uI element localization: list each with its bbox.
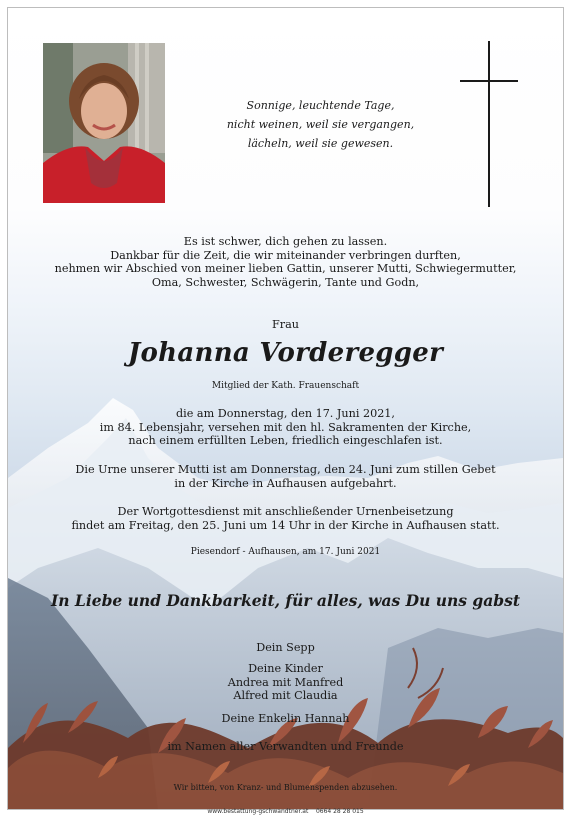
urn-notice-line: Die Urne unserer Mutti ist am Donnerstag, den 24. Juni zum stillen Gebet: [75, 463, 496, 476]
footer-website: www.bestattung-gschwandtner.at: [207, 808, 309, 815]
grandchild: Deine Enkelin Hannah: [221, 712, 350, 725]
child-entry: Andrea mit Manfred: [227, 675, 344, 689]
relatives: im Namen aller Verwandten und Freunde: [167, 740, 404, 753]
intro-line: Es ist schwer, dich gehen zu lassen.: [183, 235, 388, 248]
service-notice: [28, 505, 543, 532]
death-notice-line: im 84. Lebensjahr, versehen mit den hl. Sakramenten der Kirche,: [99, 420, 472, 434]
donation-request: Wir bitten, von Kranz- und Blumenspenden abzusehen.: [173, 783, 398, 792]
death-notice-line: die am Donnerstag, den 17. Juni 2021,: [176, 407, 395, 420]
poem-line: lächeln, weil sie gewesen.: [247, 137, 394, 150]
intro-line: Oma, Schwester, Schwägerin, Tante und Godn,: [151, 275, 420, 289]
salutation: Frau: [272, 318, 299, 331]
husband: Dein Sepp: [256, 641, 315, 654]
children: [28, 662, 543, 703]
urn-notice-line: in der Kirche in Aufhausen aufgebahrt.: [174, 476, 397, 490]
child-entry: Alfred mit Claudia: [233, 689, 338, 703]
intro-line: Dankbar für die Zeit, die wir miteinander verbringen durften,: [110, 248, 461, 262]
obituary-card: [7, 7, 564, 810]
intro-text: [28, 235, 543, 289]
poem-line: nicht weinen, weil sie vergangen,: [226, 118, 415, 131]
urn-notice: [28, 463, 543, 490]
service-notice-line: Der Wortgottesdienst mit anschließender Urnenbeisetzung: [117, 505, 454, 518]
membership: Mitglied der Kath. Frauenschaft: [211, 381, 360, 391]
death-notice-line: nach einem erfüllten Leben, friedlich eingeschlafen ist.: [128, 434, 443, 448]
closing-line: In Liebe und Dankbarkeit, für alles, was Du uns gabst: [51, 591, 520, 610]
death-notice: [28, 407, 543, 448]
footer-phone: 0664 28 28 015: [315, 808, 364, 815]
poem-line: Sonnige, leuchtende Tage,: [246, 99, 395, 112]
poem: [188, 96, 453, 153]
footer: [20, 808, 551, 815]
latin-cross-icon: [460, 41, 520, 211]
place-date: Piesendorf - Aufhausen, am 17. Juni 2021: [190, 547, 381, 557]
service-notice-line: findet am Freitag, den 25. Juni um 14 Uhr in der Kirche in Aufhausen statt.: [71, 518, 500, 532]
intro-line: nehmen wir Abschied von meiner lieben Gattin, unserer Mutti, Schwiegermutter,: [54, 262, 517, 276]
portrait-photo: [43, 43, 165, 203]
children-heading: Deine Kinder: [248, 662, 323, 675]
deceased-name: Johanna Vorderegger: [127, 338, 444, 368]
